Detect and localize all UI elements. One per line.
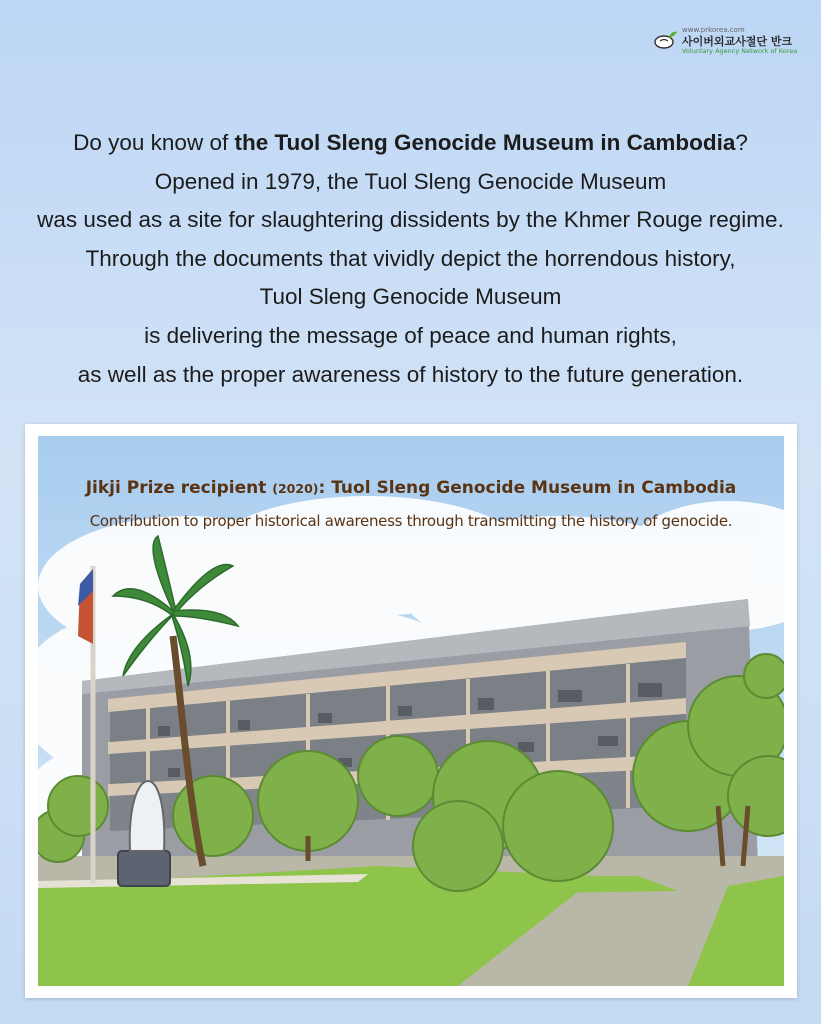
leaf-globe-icon [654,30,678,50]
intro-line-5: Tuol Sleng Genocide Museum [259,284,562,310]
intro-text [0,124,821,394]
intro-line-4: Through the documents that vividly depict the horrendous history, [85,245,736,271]
museum-name-bold: the Tuol Sleng Genocide Museum in Cambodia [234,130,736,155]
award-caption-subtitle: Contribution to proper historical awareness through transmitting the history of genocide. [89,512,733,530]
intro-line-6: is delivering the message of peace and human rights, [144,322,677,348]
intro-line-7: as well as the proper awareness of history to the future generation. [77,361,744,387]
intro-line-2: Opened in 1979, the Tuol Sleng Genocide Museum [154,168,667,194]
logo-url: www.prkorea.com [682,26,745,34]
logo-subtitle: Voluntary Agency Network of Korea [682,47,798,55]
museum-illustration [38,436,784,986]
award-caption [38,476,784,535]
vank-logo [654,24,804,56]
intro-line-3: was used as a site for slaughtering dissidents by the Khmer Rouge regime. [37,207,784,233]
logo-name: 사이버외교사절단 반크 [682,35,793,48]
award-caption-title: Jikji Prize recipient (2020): Tuol Sleng Genocide Museum in Cambodia [85,478,737,498]
museum-illustration-card [25,424,797,998]
intro-line-1: Do you know of the Tuol Sleng Genocide Museum in Cambodia? [73,130,748,155]
